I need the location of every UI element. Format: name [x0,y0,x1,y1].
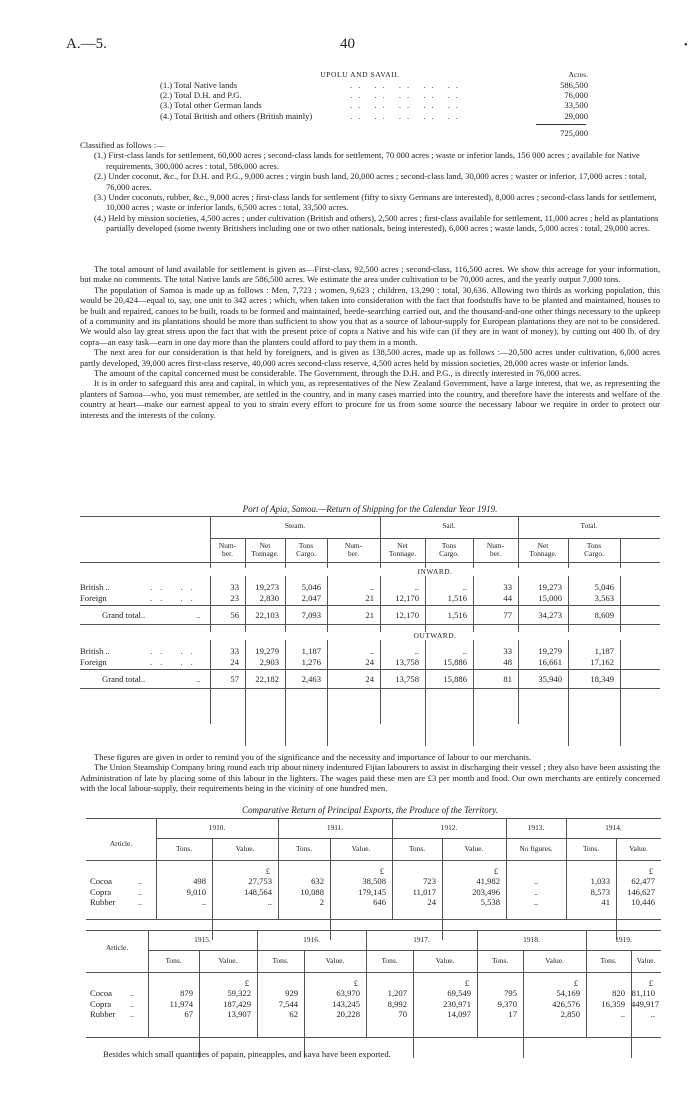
cell-value: 795 [504,988,517,998]
cell-value: 11,974 [169,998,193,1009]
cell-value: 2,830 [259,592,279,603]
cell-value: 187,429 [223,998,251,1009]
row-label: British .. [80,646,110,656]
cell-value: 41 [601,897,610,907]
page-number: 40 [340,36,355,52]
cell-value: 24 [365,656,374,667]
area-row [160,100,590,110]
cell-value: .. [620,1009,625,1019]
cell-value: 1,033 [590,876,610,886]
leader-dots: .. .. .. .. .. [350,100,465,111]
row-label: British .. [80,582,110,592]
cell-value: 2,850 [560,1009,580,1019]
rule [80,605,660,606]
column-header: Tons. [600,956,617,965]
area-label: (1.) Total Native lands [160,80,238,90]
cell-value: 27,753 [248,876,272,886]
cell-value: 19,273 [255,582,279,592]
cell-value: .. [414,582,419,592]
column-header: Tons. [165,956,182,965]
year-header: 1913. [527,823,545,832]
leader-dots: .. [138,876,143,886]
leader-dots: .. [130,988,135,998]
area-row [160,111,590,121]
cell-value: .. [650,1009,655,1019]
column-header: Tons. [408,844,426,853]
rule [86,860,661,861]
column-header: Tons Cargo. [439,541,459,559]
article-label: Cocoa [90,876,112,886]
rule [86,972,661,973]
paragraph: The total amount of land available for settlement is given as—First-class, 92,500 acres ; second-class, 116,500 acres. We show this acreage for your information, but make no comments. The total Native lands are 586,500 acres. We estimate the area under cultivation to be 70,000 acres, and the yearly output 7,000 tons. [80,264,660,285]
cell-value: 59,322 [227,988,251,998]
leader-dots: .. [130,998,135,1009]
area-value: 76,000 [564,90,588,101]
leader-dots: .. .. .. .. .. [350,80,465,90]
cell-value: 69,549 [447,988,471,998]
area-label: (3.) Total other German lands [160,100,262,111]
cell-value: 48 [503,656,512,667]
column-header: Tons. [582,844,600,853]
cell-value: .. [414,646,419,656]
rule [86,818,661,819]
column-header: Value. [218,956,238,965]
shipping-table [80,516,660,746]
area-row [160,80,590,90]
total-value: 81 [503,674,512,684]
cell-value: .. [267,897,272,907]
rule [86,919,661,920]
leader-dots: .. [138,897,143,907]
cell-value: 44 [503,592,512,603]
column-header: Num- ber. [486,541,505,559]
year-header: 1912. [440,823,458,832]
total-value: 7,093 [301,610,321,620]
column-rule [477,930,478,1038]
area-value: 29,000 [564,110,588,121]
total-label: Grand total.. [102,674,146,684]
cell-value: 24 [230,656,239,667]
classified-section [80,140,660,234]
no-figures-header: No figures. [519,844,553,853]
cell-value: 62,477 [631,876,655,886]
areas-title: UPOLU AND SAVAII. [320,70,400,79]
cell-value: 19,279 [538,646,562,656]
total-value: 21 [365,610,374,620]
total-value: 22,182 [255,674,279,684]
cell-value: 16,359 [601,998,625,1009]
cell-value: 203,496 [472,886,500,897]
cell-value: .. [533,886,539,897]
cell-value: 7,544 [278,998,298,1009]
cell-value: .. [533,876,539,886]
classified-item: (1.) First-class lands for settlement, 60,000 acres ; second-class lands for settlement, 70 000 acres ; waste or inferior lands, 156 000 acres ; available for Native requirements, 300,000 acres : total, 586,000 acres. [94,150,640,171]
column-header: Value. [435,956,455,965]
leader-dots: .. .. [150,656,201,667]
area-value: 33,500 [564,100,588,111]
body-paragraphs [80,264,660,420]
article-header: Article. [109,839,133,848]
total-value: 2,463 [301,674,321,684]
area-row [160,90,590,100]
cell-value: 20,228 [336,1009,360,1019]
section-header: INWARD. [210,568,660,576]
cell-value: 230,971 [443,998,471,1009]
cell-value: 5,046 [301,582,321,592]
leader-dots: .. .. .. .. .. [350,110,465,121]
area-value: 586,500 [560,80,588,90]
total-value: 8,609 [594,610,614,620]
year-header: 1910. [208,823,226,832]
column-header: Tons. [381,956,398,965]
pound-sign: £ [648,866,653,876]
cell-value: 12,170 [395,592,419,603]
classified-item: (3.) Under coconuts, rubber, &c., 9,000 acres ; first-class lands for settlement (fifty to sixty Germans are interested), 8,000 acres ; second-class lands for settlement, 10,000 acres ; waste or inferior lands, 6,500 acres : total, 33,500 acres. [94,192,657,213]
cell-value: 11,017 [412,886,436,897]
row-label: Foreign [80,592,107,603]
column-header: Tons. [295,844,313,853]
cell-value: 820 [612,988,625,998]
cell-value: 498 [193,876,206,886]
leader-dots: .. [138,886,143,897]
cell-value: 2,903 [259,656,279,667]
cell-value: 426,576 [552,998,580,1009]
cell-value: 15,886 [443,656,467,667]
column-rule [366,930,367,1038]
rule [86,930,661,931]
cell-value: 179,145 [358,886,386,897]
article-label: Cocoa [90,988,112,998]
cell-value: 2,047 [301,592,321,603]
pound-sign: £ [648,978,653,988]
exports-title: Comparative Return of Principal Exports, the Produce of the Territory. [241,805,499,815]
cell-value: 5,046 [594,582,614,592]
column-rule [586,930,587,1038]
cell-value: 146,627 [627,886,655,897]
pound-sign: £ [464,978,469,988]
cell-value: 16,661 [538,656,562,667]
total-label: Grand total.. [102,610,146,620]
year-header: 1914. [605,823,622,832]
cell-value: 17 [508,1009,517,1019]
cell-value: 3,563 [594,592,614,603]
paragraph: It is in order to safeguard this area and capital, in which you, as representatives of the New Zealand Government, have a large interest, that we, as representing the planters of Samoa—who, you must remember, are settled in the country, and in many cases married into the country, and therefore have the interests and welfare of the country at heart—make our earnest appeal to you to strain every effort to procure for us from some source the necessary labour we require in order to protect our interests and the interests of the colony. [80,378,660,420]
year-header: 1911. [326,823,344,832]
article-label: Rubber [90,897,116,907]
column-header: Tons Cargo. [296,541,316,559]
column-header: Net Tonnage. [388,541,417,559]
paragraph: These figures are given in order to remind you of the significance and the necessity and importance of labour to our merchants. [94,752,532,762]
article-label: Copra [90,886,112,897]
column-header: Value. [629,844,648,853]
leader-dots: .. .. [150,592,201,603]
area-label: (4.) Total British and others (British mainly) [160,110,313,121]
cell-value: 143,245 [332,998,360,1009]
cell-value: .. [462,646,467,656]
paragraph: The population of Samoa is made up as follows : Men, 7,723 ; women, 9,623 ; children, 13,290 : total, 30,636. Allowing two thirds as working population, this would be 20,424—equal to, say, one unit to 342 acres ; which, when taken into consideration with the fact that foodstuffs have to be planted and maintained, houses to be built and repaired, canoes to be built, roads to be formed and maintained, beetle-searching carried out, and the thousand-and-one other things necessary to the upkeep of a community and its plantations should be more than sufficient to show you that as a source of labour-supply for European plantations they are not to be considered. We would also lay great stress upon the fact that with the present price of copra a Native and his wife can (if they are in want of money), by cutting out 400 lb. of dry copra—an easy task—earn in one day more than the planters could afford to pay them in a month. [80,284,660,347]
year-header: 1915. [194,935,211,944]
column-header: Tons. [272,956,289,965]
column-header: Tons. [175,844,193,853]
cell-value: 2 [319,897,324,907]
cell-value: 1,516 [447,592,467,603]
cell-value: 21 [365,592,374,603]
cell-value: 13,907 [227,1009,251,1019]
cell-value: 1,187 [594,646,614,656]
leader-dots: .. [196,610,201,620]
rule [80,688,660,689]
cell-value: 23 [230,592,239,603]
page-mark: • [684,40,688,51]
rule [80,516,660,517]
paragraph: The next area for our consideration is that held by foreigners, and is given as 138,500 acres, made up as follows :—20,500 acres under cultivation, 6,000 acres partly developed, 39,000 acres first-class reserve, 40,000 acres second-class reserve, 4,500 acres held by mission societies, 28,000 acres waste or inferior lands. [80,347,660,368]
leader-dots: .. .. [150,582,201,592]
section-header: OUTWARD. [210,632,660,640]
group-header: Sail. [442,521,456,530]
pound-sign: £ [353,978,358,988]
areas-total: 725,000 [560,128,588,138]
rule [148,950,661,951]
cell-value: 19,273 [538,582,562,592]
cell-value: 9,370 [497,998,517,1009]
column-header: Num- ber. [218,541,237,559]
rule [80,669,660,670]
cell-value: 449,917 [631,998,659,1009]
column-header: Tons Cargo. [584,541,604,559]
cell-value: 8,573 [590,886,610,897]
cell-value: 8,992 [387,998,407,1009]
total-value: 13,758 [395,674,419,684]
column-header: Tons. [491,956,509,965]
column-rule [257,930,258,1038]
cell-value: 1,187 [301,646,321,656]
rule [210,538,660,539]
column-header: Net Tonnage. [251,541,279,559]
column-header: Value. [464,844,484,853]
pound-sign: £ [244,978,249,988]
column-header: Net Tonnage. [529,541,557,559]
area-label: (2.) Total D.H. and P.G. [160,90,242,101]
leader-dots: .. [196,674,201,684]
cell-value: 5,538 [480,897,500,907]
cell-value: 54,169 [556,988,580,998]
pound-sign: £ [573,978,578,988]
rule [80,562,660,563]
footer-note: Besides which small quantities of papain, pineapples, and kava have been exported. [103,1049,391,1059]
total-value: 1,516 [447,610,467,620]
cell-value: 1,207 [387,988,407,998]
year-header: 1916. [303,935,320,944]
cell-value: 148,564 [244,886,272,897]
row-label: Foreign [80,656,107,667]
cell-value: 723 [423,876,436,886]
areas-unit: Acres. [568,70,588,79]
cell-value: .. [533,897,539,907]
total-value: 56 [230,610,239,620]
leader-dots: .. .. .. .. .. [350,90,465,101]
rule [80,624,660,625]
cell-value: 879 [180,988,193,998]
group-header: Total. [580,521,598,530]
total-value: 24 [365,674,374,684]
column-rule [148,930,149,1038]
cell-value: 19,279 [255,646,279,656]
cell-value: 24 [427,897,436,907]
classified-item: (4.) Held by mission societies, 4,500 acres ; under cultivation (British and others), 2,500 acres ; first-class available for settlement, 11,000 acres ; held as plantations partially developed (some twenty Britishers including one or two other nationals, being interested), 6,000 acres ; waste lands, 5,000 acres : total, 29,000 acres. [94,212,659,234]
rule [156,838,661,839]
shipping-title: Port of Apia, Samoa.—Return of Shipping for the Calendar Year 1919. [242,504,498,514]
cell-value: 33 [230,646,239,656]
leader-dots: .. [130,1009,135,1019]
cell-value: .. [462,582,467,592]
rule [86,1037,661,1038]
column-header: Value. [545,956,564,965]
cell-value: 13,758 [395,656,419,667]
exports-table-1910-1914 [86,818,666,920]
exports-table-1915-1919 [86,930,666,1038]
cell-value: 14,097 [447,1009,471,1019]
article-label: Copra [90,998,112,1009]
cell-value: 70 [398,1009,407,1019]
document-reference: A.—5. [66,36,107,52]
pound-sign: £ [493,866,498,876]
cell-value: .. [369,646,374,656]
cell-value: 33 [503,646,512,656]
cell-value: .. [369,582,374,592]
article-label: Rubber [90,1009,116,1019]
cell-value: 17,162 [590,656,614,667]
article-header: Article. [105,943,129,952]
paragraph: The Union Steamship Company bring round each trip about ninety indentured Fijian labourers to assist in discharging their vessel ; they also have been assisting the Administration of late by placing some of this labour in the lighters. The wages paid these men are £3 per month and food. Our own merchants are entirely concerned with the local labour-supply, their requirements being in the vicinity of one hundred men. [80,762,660,794]
cell-value: 38,508 [362,876,386,886]
paragraph: The amount of the capital concerned must be considerable. The Government, through the D.H. and P.G., is directly interested in 76,000 acres. [94,368,582,379]
column-header: Value. [351,844,371,853]
total-value: 22,103 [255,610,279,620]
total-value: 15,886 [443,674,467,684]
cell-value: 632 [311,876,324,886]
total-value: 12,170 [395,610,419,620]
total-value: 77 [503,610,512,620]
cell-value: 33 [503,582,512,592]
cell-value: 81,110 [631,988,655,998]
column-header: Num- ber. [344,541,363,559]
total-value: 18,349 [590,674,614,684]
areas-total-rule [536,124,586,125]
pound-sign: £ [265,866,270,876]
cell-value: 41,982 [476,876,500,886]
total-value: 35,940 [538,674,562,684]
cell-value: 15,000 [538,592,562,603]
pound-sign: £ [379,866,384,876]
cell-value: 929 [285,988,298,998]
total-value: 34,273 [538,610,562,620]
classified-item: (2.) Under coconut, &c., for D.H. and P.G., 9,000 acres ; virgin bush land, 20,000 acres ; second-class land, 30,000 acres ; waster or inferior, 17,000 acres : total, 76,000 acres. [94,171,647,192]
leader-dots: .. .. [150,646,201,656]
cell-value: 9,010 [186,886,206,897]
cell-value: 62 [289,1009,298,1019]
cell-value: 63,970 [336,988,360,998]
cell-value: 1,276 [301,656,321,667]
cell-value: .. [201,897,206,907]
cell-value: 10,088 [300,886,324,897]
year-header: 1917. [413,935,430,944]
total-value: 57 [230,674,239,684]
merchants-paragraphs [80,752,660,794]
cell-value: 10,446 [631,897,655,907]
year-header: 1918. [523,935,540,944]
year-header: 1919. [615,935,632,944]
cell-value: 646 [373,897,386,907]
column-header: Value. [636,956,656,965]
classified-intro: Classified as follows :— [80,140,165,150]
column-header: Value. [325,956,345,965]
column-header: Value. [235,844,255,853]
group-header: Steam. [284,521,306,530]
cell-value: 33 [230,582,239,592]
cell-value: 67 [184,1009,193,1019]
